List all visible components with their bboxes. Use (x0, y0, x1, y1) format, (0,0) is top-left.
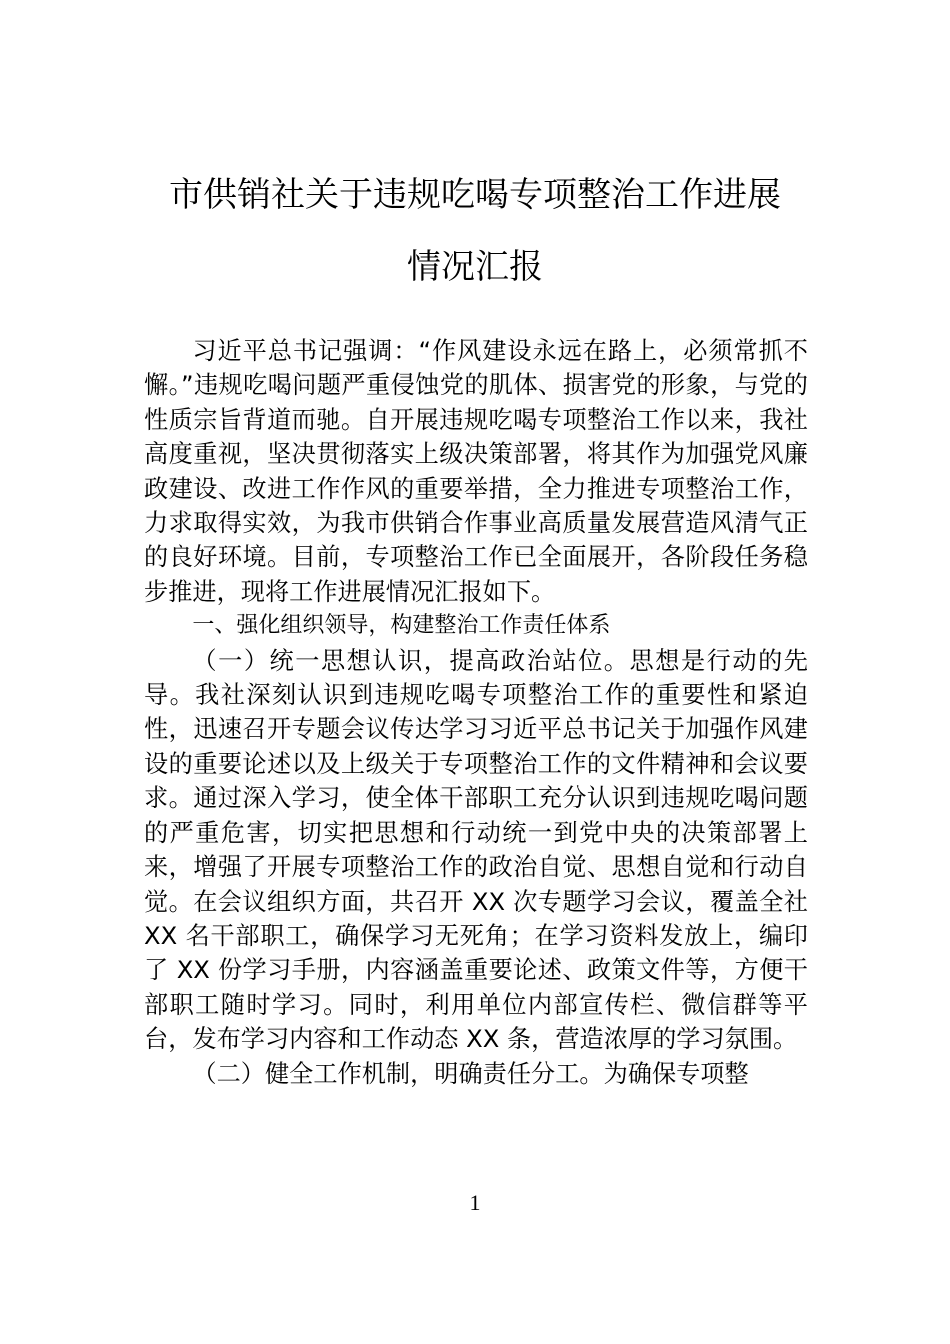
intro-paragraph: 习近平总书记强调：“作风建设永远在路上，必须常抓不懈。”违规吃喝问题严重侵蚀党的肌体、损害党的形象，与党的性质宗旨背道而驰。自开展违规吃喝专项整治工作以来，我社高度重视，坚决贯彻落实上级决策部署，将其作为加强党风廉政建设、改进工作作风的重要举措，全力推进专项整治工作，力求取得实效，为我市供销合作事业高质量发展营造风清气正的良好环境。目前，专项整治工作已全面展开，各阶段任务稳步推进，现将工作进展情况汇报如下。 (144, 337, 808, 606)
section-heading-1: 一、强化组织领导，构建整治工作责任体系 (192, 613, 611, 639)
document-title-line-1: 市供销社关于违规吃喝专项整治工作进展 (169, 175, 781, 215)
page-number: 1 (469, 1190, 481, 1215)
document-title-line-2: 情况汇报 (407, 247, 543, 287)
document-body (144, 334, 808, 1091)
subsection-paragraph-1: （一）统一思想认识，提高政治站位。思想是行动的先导。我社深刻认识到违规吃喝专项整治工作的重要性和紧迫性，迅速召开专题会议传达学习习近平总书记关于加强作风建设的重要论述以及上级关于专项整治工作的文件精神和会议要求。通过深入学习，使全体干部职工充分认识到违规吃喝问题的严重危害，切实把思想和行动统一到党中央的决策部署上来，增强了开展专项整治工作的政治自觉、思想自觉和行动自觉。在会议组织方面，共召开 XX 次专题学习会议，覆盖全社 XX 名干部职工，确保学习无死角；在学习资料发放上，编印了 XX 份学习手册，内容涵盖重要论述、政策文件等，方便干部职工随时学习。同时，利用单位内部宣传栏、微信群等平台，发布学习内容和工作动态 XX 条，营造浓厚的学习氛围。 (144, 646, 808, 1054)
subsection-paragraph-2: （二）健全工作机制，明确责任分工。为确保专项整 (192, 1059, 749, 1088)
